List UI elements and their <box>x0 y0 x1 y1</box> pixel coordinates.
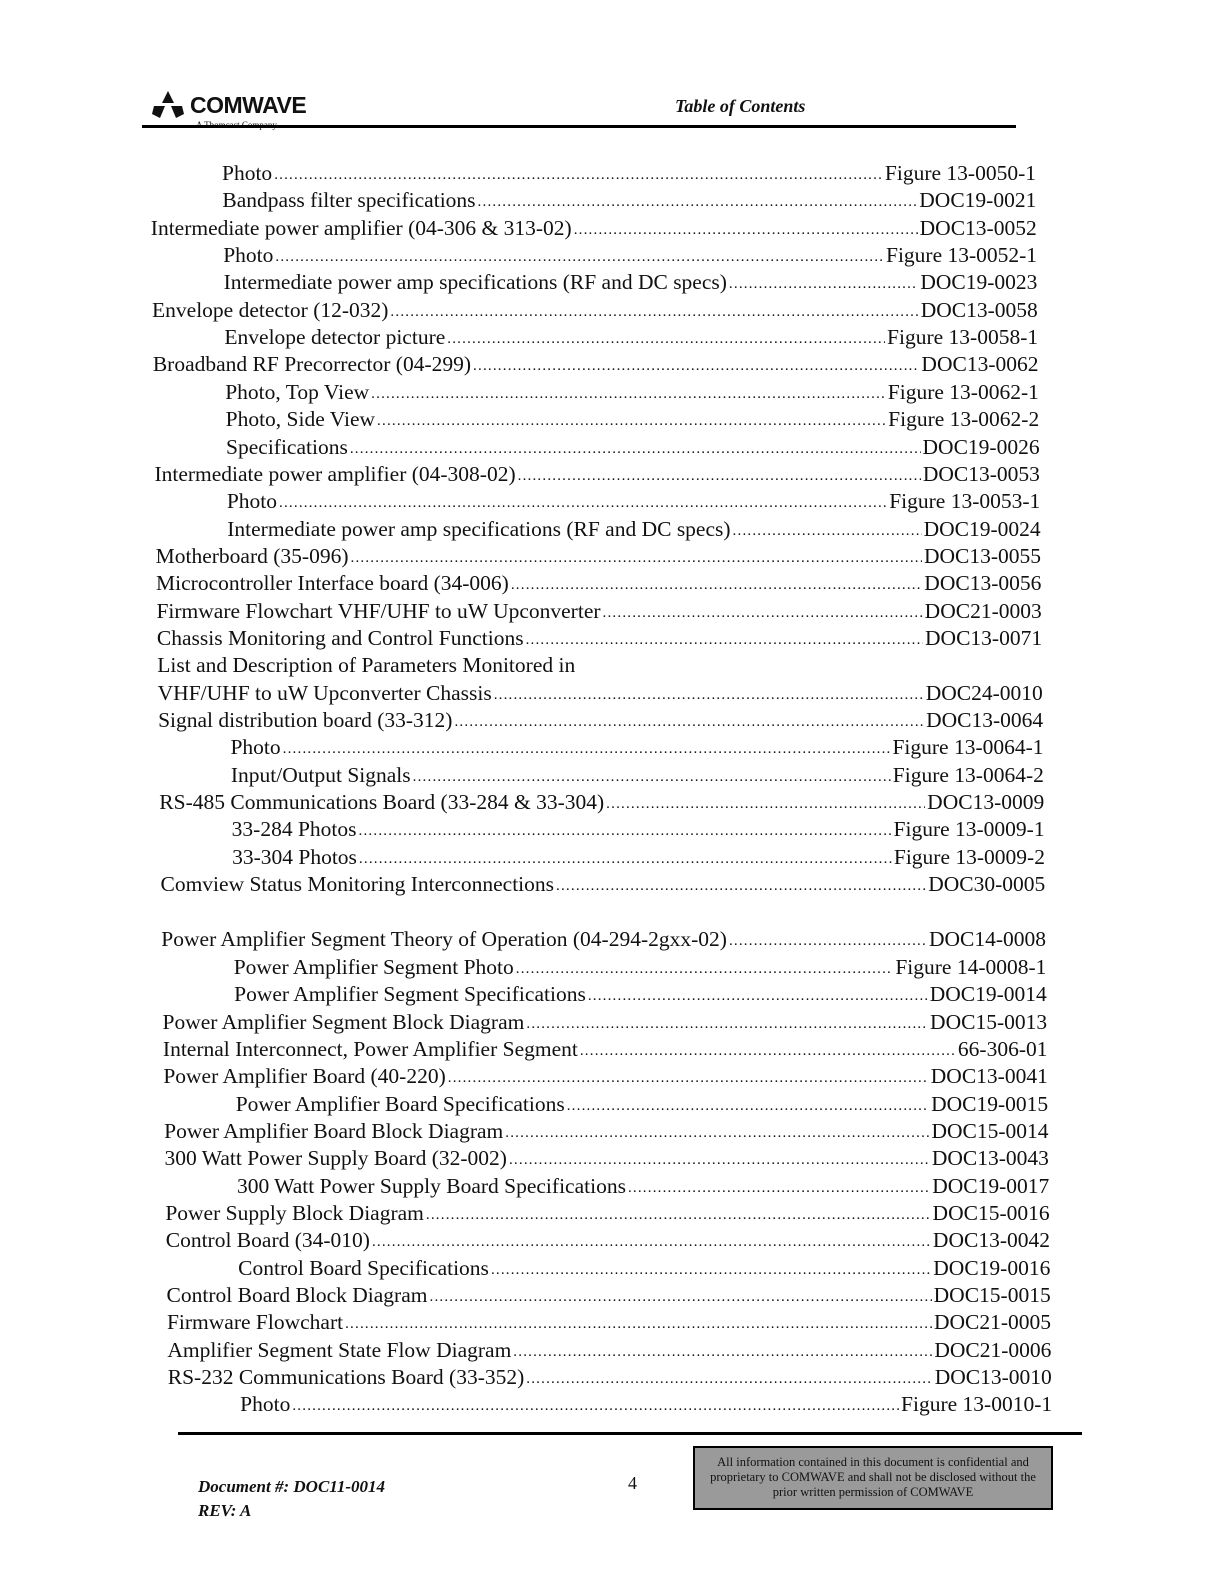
toc-entry-reference: Figure 13-0009-1 <box>893 817 1045 842</box>
toc-entry <box>167 1282 1051 1308</box>
toc-entry-title: Intermediate power amplifier (04-306 & 313-02) <box>150 215 572 240</box>
footer-divider <box>178 1432 1082 1435</box>
toc-entry <box>159 789 1044 815</box>
revision: REV: A <box>198 1501 252 1520</box>
toc-entry-title: 300 Watt Power Supply Board (32-002) <box>164 1146 507 1171</box>
toc-entry <box>163 1036 1048 1062</box>
toc-entry-reference: DOC15-0015 <box>933 1283 1051 1307</box>
toc-entry <box>163 1063 1048 1089</box>
toc-entry-title: Power Supply Block Diagram <box>165 1200 424 1225</box>
toc-entry <box>225 379 1039 405</box>
page-number: 4 <box>628 1473 637 1493</box>
toc-entry-reference: DOC19-0015 <box>931 1091 1049 1116</box>
toc-entry <box>157 652 1042 678</box>
toc-entry <box>165 1145 1049 1171</box>
toc-entry-reference: DOC21-0003 <box>924 598 1042 623</box>
dot-leader <box>733 520 922 542</box>
toc-entry-title: Power Amplifier Segment Theory of Operation (04-294-2gxx-02) <box>161 927 727 952</box>
toc-entry-title: Power Amplifier Segment Photo <box>233 954 514 979</box>
toc-entry-title: Intermediate power amp specifications (RF and DC specs) <box>227 516 731 541</box>
toc-entry <box>151 215 1037 241</box>
dot-leader <box>283 738 891 760</box>
dot-leader <box>513 1341 932 1363</box>
toc-entry-title: Firmware Flowchart VHF/UHF to uW Upconverter <box>156 598 601 623</box>
toc-entry-reference: DOC19-0023 <box>920 270 1038 295</box>
toc-entry-title: Signal distribution board (33-312) <box>158 708 453 732</box>
toc-entry-title: Broadband RF Precorrector (04-299) <box>152 352 472 377</box>
dot-leader <box>274 164 883 186</box>
toc-entry-reference: DOC13-0058 <box>920 297 1038 322</box>
toc-entry-title: VHF/UHF to uW Upconverter Chassis <box>157 680 492 705</box>
toc-entry-reference: DOC21-0006 <box>934 1337 1052 1362</box>
toc-entry-title: 33-284 Photos <box>231 817 357 842</box>
dot-leader <box>526 629 923 651</box>
toc-entry <box>156 598 1041 624</box>
dot-leader <box>448 1067 929 1089</box>
toc-entry-title: Intermediate power amplifier (04-308-02) <box>154 461 516 486</box>
toc-entry <box>227 488 1040 514</box>
dot-leader <box>413 766 891 788</box>
toc-entry-title: Firmware Flowchart <box>166 1310 344 1335</box>
toc-entry-title: Photo <box>230 735 281 760</box>
toc-entry-title: Intermediate power amp specifications (RF and DC specs) <box>223 270 727 295</box>
toc-entry-reference: DOC30-0005 <box>928 872 1046 897</box>
toc-entry-reference: DOC15-0014 <box>931 1118 1049 1143</box>
toc-entry-reference: DOC13-0062 <box>921 352 1039 377</box>
toc-entry <box>152 297 1038 323</box>
toc-entry-reference: DOC14-0008 <box>928 927 1047 952</box>
toc-entry <box>232 844 1045 870</box>
dot-leader <box>478 191 918 213</box>
toc-entry <box>223 242 1037 268</box>
toc-entry-reference: DOC13-0052 <box>919 215 1037 240</box>
document-info <box>198 1475 385 1523</box>
dot-leader <box>518 465 921 487</box>
confidentiality-notice: All information contained in this document is confidential and proprietary to COMWAVE and shall not be disclosed without the prior written permission of COMWAVE <box>693 1446 1053 1510</box>
toc-entry-reference: Figure 13-0009-2 <box>893 844 1045 869</box>
dot-leader <box>516 958 894 980</box>
dot-leader <box>580 1040 956 1062</box>
dot-leader <box>526 1013 928 1035</box>
toc-entry <box>222 187 1036 213</box>
toc-entry-title: Motherboard (35-096) <box>155 543 349 568</box>
toc-entry <box>227 516 1040 542</box>
dot-leader <box>447 328 885 350</box>
toc-entry-reference: DOC13-0010 <box>934 1365 1052 1390</box>
dot-leader <box>359 848 892 870</box>
toc-entry-reference: Figure 13-0010-1 <box>901 1392 1053 1417</box>
toc-entry-title: 33-304 Photos <box>232 844 357 869</box>
toc-entry-title: Power Amplifier Segment Specifications <box>234 982 586 1007</box>
toc-entry <box>232 816 1045 842</box>
toc-entry-title: Photo, Side View <box>225 407 376 432</box>
toc-entry <box>158 680 1043 706</box>
toc-entry-title: Internal Interconnect, Power Amplifier Segment <box>162 1036 578 1061</box>
toc-entry <box>234 981 1047 1007</box>
toc-entry-title: Power Amplifier Board Specifications <box>235 1091 565 1116</box>
toc-entry <box>168 1364 1052 1390</box>
dot-leader <box>567 1095 929 1117</box>
toc-entry <box>226 406 1040 432</box>
toc-entry-title: RS-232 Communications Board (33-352) <box>167 1365 525 1390</box>
toc-entry-reference: DOC15-0016 <box>932 1200 1050 1225</box>
toc-entry-reference: DOC24-0010 <box>925 680 1043 705</box>
toc-entry-reference: 66-306-01 <box>957 1036 1048 1061</box>
toc-entry <box>237 1173 1049 1199</box>
toc-entry-title: Control Board (34-010) <box>165 1228 370 1253</box>
dot-leader <box>494 684 924 706</box>
toc-entry-reference: Figure 13-0050-1 <box>884 161 1036 185</box>
toc-entry <box>230 734 1043 760</box>
toc-entry-reference: DOC13-0053 <box>922 461 1040 486</box>
dot-leader <box>377 410 886 432</box>
toc-entry-title: Amplifier Segment State Flow Diagram <box>167 1337 512 1362</box>
toc-entry <box>167 1337 1051 1363</box>
toc-entry-title: Photo <box>222 161 273 185</box>
toc-entry-reference: DOC13-0064 <box>926 708 1044 732</box>
toc-entry-reference: DOC19-0024 <box>923 516 1041 541</box>
toc-entry-reference: DOC21-0005 <box>934 1310 1052 1335</box>
toc-entry-title: Power Amplifier Board Block Diagram <box>164 1118 504 1143</box>
toc-entry-title: List and Description of Parameters Monitored in <box>157 653 576 678</box>
toc-entry <box>238 1255 1050 1281</box>
dot-leader <box>359 820 892 842</box>
toc-entry <box>158 707 1043 733</box>
dot-leader <box>526 1368 932 1390</box>
logo-text: COMWAVE <box>190 91 307 118</box>
toc-entry <box>160 871 1045 897</box>
toc-entry-reference: DOC19-0016 <box>933 1255 1051 1280</box>
toc-entry-title: Microcontroller Interface board (34-006) <box>156 571 509 596</box>
toc-entry-title: Control Board Block Diagram <box>166 1283 428 1307</box>
dot-leader <box>588 985 928 1007</box>
toc-entry-reference: DOC19-0014 <box>929 982 1047 1007</box>
toc-entry <box>163 1009 1048 1035</box>
dot-leader <box>292 1395 899 1417</box>
toc-entry <box>231 762 1044 788</box>
dot-leader <box>350 438 921 460</box>
toc-entry <box>166 1227 1050 1253</box>
toc-entry <box>222 160 1036 186</box>
toc-entry <box>161 926 1046 952</box>
toc-entry-title: Envelope detector (12-032) <box>152 297 389 322</box>
toc-entry <box>224 324 1038 350</box>
toc-entry <box>157 625 1042 651</box>
page-title: Table of Contents <box>675 96 806 116</box>
toc-entry-reference: Figure 13-0064-2 <box>892 762 1044 787</box>
dot-leader <box>351 547 922 569</box>
toc-entry-title: Chassis Monitoring and Control Functions <box>156 625 524 650</box>
toc-entry-reference: Figure 13-0053-1 <box>889 489 1041 514</box>
dot-leader <box>454 711 924 733</box>
dot-leader <box>275 246 884 268</box>
toc-entry-title: Control Board Specifications <box>238 1255 489 1280</box>
dot-leader <box>430 1286 932 1308</box>
dot-leader <box>505 1122 929 1144</box>
toc-entry-reference: Figure 13-0064-1 <box>892 735 1044 760</box>
toc-entry-reference: Figure 13-0062-2 <box>888 407 1040 432</box>
toc-entry-title: Power Amplifier Board (40-220) <box>163 1064 446 1089</box>
toc-entry-title: RS-485 Communications Board (33-284 & 33-304) <box>159 790 605 815</box>
toc-entry <box>240 1391 1052 1417</box>
dot-leader <box>606 793 925 815</box>
toc-entry-title: 300 Watt Power Supply Board Specifications <box>236 1173 626 1198</box>
dot-leader <box>628 1177 930 1199</box>
dot-leader <box>473 355 919 377</box>
toc-entry <box>164 1118 1048 1144</box>
toc-entry <box>226 434 1040 460</box>
dot-leader <box>556 875 926 897</box>
dot-leader <box>511 574 922 596</box>
toc-entry-reference: Figure 13-0052-1 <box>885 243 1038 268</box>
toc-entry-reference: Figure 13-0058-1 <box>887 325 1039 350</box>
toc-entry-title: Photo, Top View <box>225 379 370 404</box>
dot-leader <box>390 301 918 323</box>
dot-leader <box>729 273 918 295</box>
dot-leader <box>426 1204 931 1226</box>
dot-leader <box>279 492 887 514</box>
toc-entry-reference: DOC13-0071 <box>925 625 1043 650</box>
toc-entry <box>236 1091 1048 1117</box>
toc-entry <box>167 1309 1051 1335</box>
toc-entry-title: Photo <box>226 489 278 514</box>
dot-leader <box>729 930 927 952</box>
toc-entry-reference: DOC13-0041 <box>930 1064 1048 1089</box>
toc-entry-title: Specifications <box>226 434 348 459</box>
dot-leader <box>603 602 923 624</box>
toc-entry <box>156 570 1041 596</box>
toc-entry <box>165 1200 1049 1226</box>
document-number: Document #: DOC11-0014 <box>198 1477 385 1496</box>
toc-entry-title: Bandpass filter specifications <box>222 188 476 213</box>
dot-leader <box>491 1259 931 1281</box>
toc-entry-title: Photo <box>223 243 274 268</box>
toc-entry-reference: Figure 14-0008-1 <box>895 954 1047 979</box>
toc-entry-title: Power Amplifier Segment Block Diagram <box>162 1009 525 1034</box>
toc-entry-reference: DOC19-0026 <box>922 434 1040 459</box>
dot-leader <box>345 1313 932 1335</box>
toc-entry-reference: DOC13-0042 <box>932 1228 1050 1253</box>
toc-entry-reference: DOC13-0056 <box>924 571 1042 596</box>
toc-entry-title: Comview Status Monitoring Interconnections <box>160 872 555 897</box>
toc-entry-reference: DOC13-0009 <box>927 790 1045 815</box>
toc-entry-reference: DOC13-0055 <box>923 543 1041 568</box>
toc-entry-title: Envelope detector picture <box>224 325 446 350</box>
toc-entry <box>156 543 1041 569</box>
toc-entry <box>224 269 1038 295</box>
toc-entry-reference: Figure 13-0062-1 <box>887 379 1039 404</box>
toc-entry <box>154 461 1040 487</box>
toc-entry-reference: DOC15-0013 <box>930 1009 1048 1034</box>
toc-entry <box>234 954 1047 980</box>
toc-entry-title: Input/Output Signals <box>230 762 411 787</box>
dot-leader <box>509 1149 930 1171</box>
dot-leader <box>574 219 918 241</box>
toc-entry-reference: DOC19-0021 <box>919 188 1037 213</box>
toc-entry <box>153 351 1039 377</box>
toc-entry-reference: DOC19-0017 <box>932 1173 1050 1198</box>
dot-leader <box>372 1231 931 1253</box>
toc-entry-title: Photo <box>240 1392 291 1417</box>
dot-leader <box>371 383 886 405</box>
toc-entry-reference: DOC13-0043 <box>931 1146 1049 1171</box>
